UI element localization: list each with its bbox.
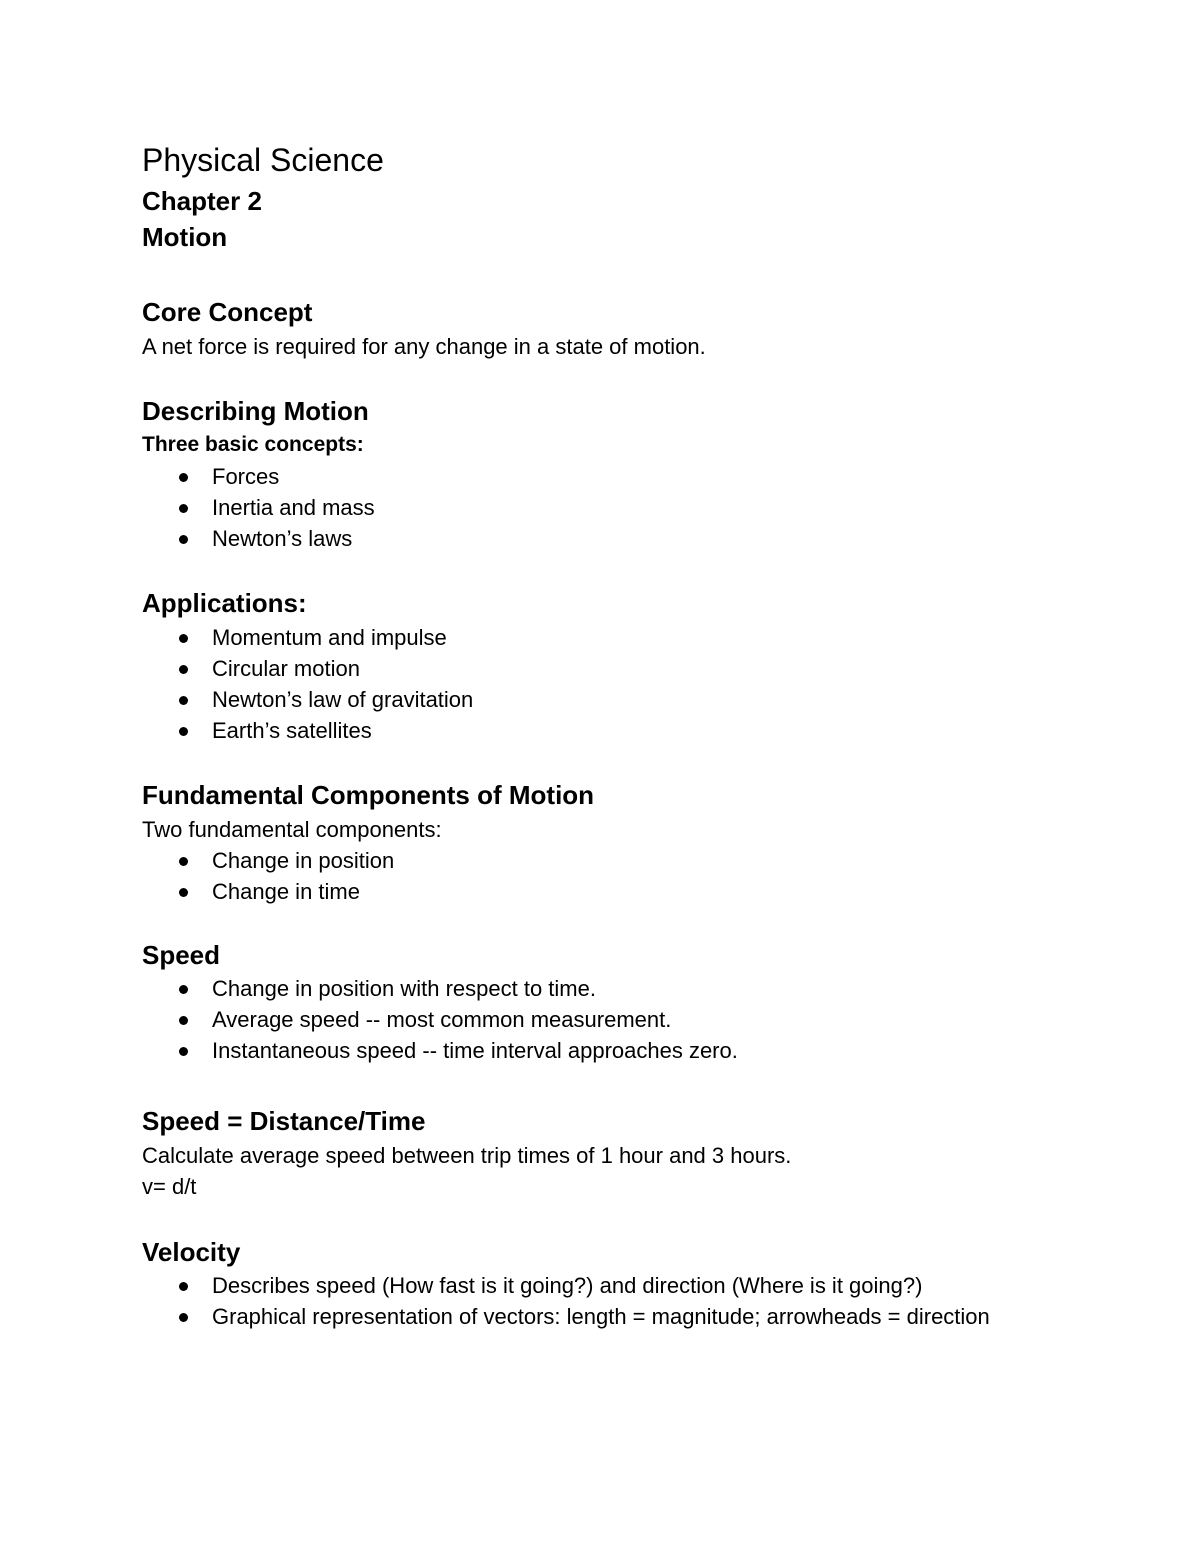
bullet-icon [179, 1313, 188, 1322]
bullet-icon [179, 665, 188, 674]
list-item: Earth’s satellites [142, 715, 473, 746]
list-item: Change in time [142, 876, 394, 907]
bullet-icon [179, 504, 188, 513]
speed-formula-text: Calculate average speed between trip times of 1 hour and 3 hours. [142, 1143, 792, 1168]
page-title: Physical Science [142, 142, 384, 178]
list-item: Graphical representation of vectors: length = magnitude; arrowheads = direction [142, 1301, 990, 1332]
describing-motion-list [142, 461, 375, 554]
list-item: Average speed -- most common measurement. [142, 1004, 738, 1035]
bullet-icon [179, 634, 188, 643]
velocity-heading: Velocity [142, 1237, 241, 1267]
core-concept-text: A net force is required for any change in a state of motion. [142, 334, 706, 359]
list-item: Newton’s laws [142, 523, 375, 554]
list-item: Change in position with respect to time. [142, 973, 738, 1004]
bullet-icon [179, 1282, 188, 1291]
list-item: Describes speed (How fast is it going?) and direction (Where is it going?) [142, 1270, 990, 1301]
list-item: Circular motion [142, 653, 473, 684]
bullet-icon [179, 857, 188, 866]
bullet-icon [179, 727, 188, 736]
fundamental-list [142, 845, 394, 907]
bullet-icon [179, 535, 188, 544]
describing-motion-subheading: Three basic concepts: [142, 433, 364, 456]
applications-list [142, 622, 473, 746]
fundamental-heading: Fundamental Components of Motion [142, 780, 595, 810]
bullet-icon [179, 1016, 188, 1025]
core-concept-heading: Core Concept [142, 297, 313, 327]
list-item: Newton’s law of gravitation [142, 684, 473, 715]
speed-formula: v= d/t [142, 1174, 197, 1199]
fundamental-text: Two fundamental components: [142, 817, 442, 842]
chapter-name: Motion [142, 222, 228, 252]
speed-formula-heading: Speed = Distance/Time [142, 1106, 426, 1136]
list-item: Momentum and impulse [142, 622, 473, 653]
speed-heading: Speed [142, 940, 221, 970]
bullet-icon [179, 473, 188, 482]
list-item: Forces [142, 461, 375, 492]
applications-heading: Applications: [142, 588, 307, 618]
list-item: Inertia and mass [142, 492, 375, 523]
velocity-list [142, 1270, 990, 1332]
bullet-icon [179, 1047, 188, 1056]
chapter-number: Chapter 2 [142, 186, 262, 216]
bullet-icon [179, 888, 188, 897]
describing-motion-heading: Describing Motion [142, 396, 369, 426]
bullet-icon [179, 696, 188, 705]
list-item: Instantaneous speed -- time interval approaches zero. [142, 1035, 738, 1066]
list-item: Change in position [142, 845, 394, 876]
speed-list [142, 973, 738, 1066]
bullet-icon [179, 985, 188, 994]
